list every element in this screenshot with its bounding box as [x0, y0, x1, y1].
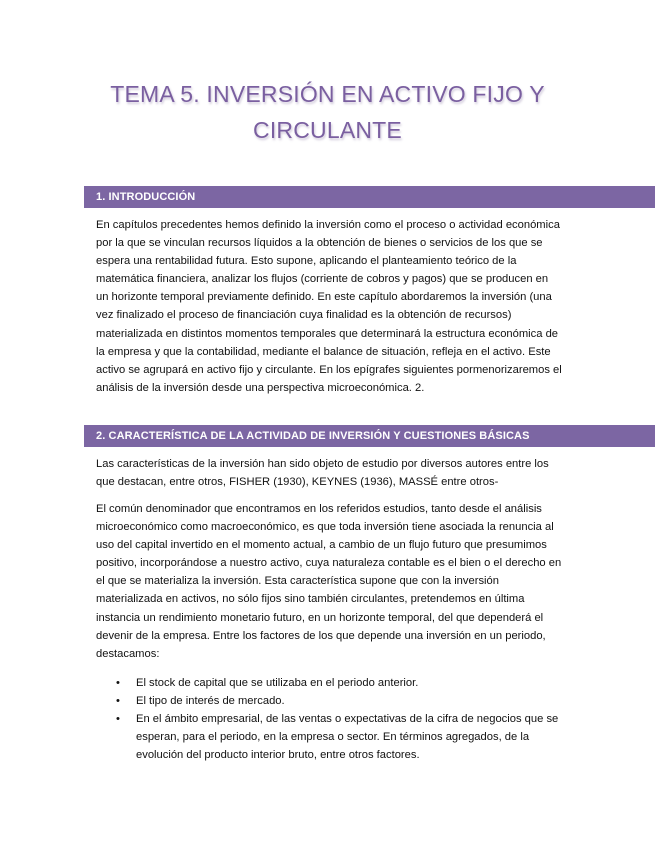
bullet-icon: •: [116, 677, 120, 689]
list-item: [96, 674, 562, 692]
list-item-text: El tipo de interés de mercado.: [136, 695, 285, 708]
factors-list: [96, 674, 562, 764]
list-item-text: En el ámbito empresarial, de las ventas o expectativas de la cifra de negocios que se esperan, para el periodo, en la empresa o sector. En términos agregados, de la evolución del producto interior bruto, entre otros factores.: [136, 713, 559, 762]
characteristics-paragraph-1: Las características de la inversión han sido objeto de estudio por diversos autores entre los que destacan, entre otros, FISHER (1930), KEYNES (1936), MASSÉ entre otros-: [96, 458, 549, 489]
bullet-icon: •: [116, 695, 120, 708]
document-title-line-1: TEMA 5. INVERSIÓN EN ACTIVO FIJO Y: [110, 81, 545, 107]
document-title-line-2: CIRCULANTE: [253, 117, 402, 143]
section-heading-introduccion: 1. INTRODUCCIÓN: [84, 186, 655, 208]
list-item: [96, 710, 562, 764]
list-item: [96, 692, 562, 710]
bullet-icon: •: [116, 713, 120, 726]
list-item-text: El stock de capital que se utilizaba en el periodo anterior.: [136, 677, 419, 689]
intro-paragraph: En capítulos precedentes hemos definido la inversión como el proceso o actividad económica por la que se vinculan recursos líquidos a la obtención de bienes o servicios de los que se espera una rentabilidad futura. Esto supone, aplicando el planteamiento teórico de la matemática financiera, analizar los flujos (corriente de cobros y pagos) que se producen en un horizonte temporal previamente definido. En este capítulo abordaremos la inversión (una vez finalizado el proceso de financiación cuya finalidad es la obtención de recursos) materializada en distintos momentos temporales que determinará la estructura económica de la empresa y que la contabilidad, mediante el balance de situación, refleja en el activo. Este activo se agrupará en activo fijo y circulante. En los epígrafes siguientes pormenorizaremos el análisis de la inversión desde una perspectiva microeconómica. 2.: [96, 219, 562, 394]
characteristics-paragraph-2: El común denominador que encontramos en los referidos estudios, tanto desde el análisis microeconómico como macroeconómico, es que toda inversión tiene asociada la renuncia al uso del capital invertido en el momento actual, a cambio de un flujo futuro que presumimos positivo, incorporándose a nuestro activo, cuya naturaleza contable es el bien o el derecho en el que se materializa la inversión. Esta característica supone que con la inversión materializada en activos, no sólo fijos sino también circulantes, pretendemos en última instancia un rendimiento monetario futuro, en un horizonte temporal, del que dependerá el devenir de la empresa. Entre los factores de los que depende una inversión en un periodo, destacamos:: [96, 503, 562, 660]
section-heading-caracteristica: 2. CARACTERÍSTICA DE LA ACTIVIDAD DE INVERSIÓN Y CUESTIONES BÁSICAS: [84, 425, 655, 447]
document-title: [60, 76, 595, 148]
